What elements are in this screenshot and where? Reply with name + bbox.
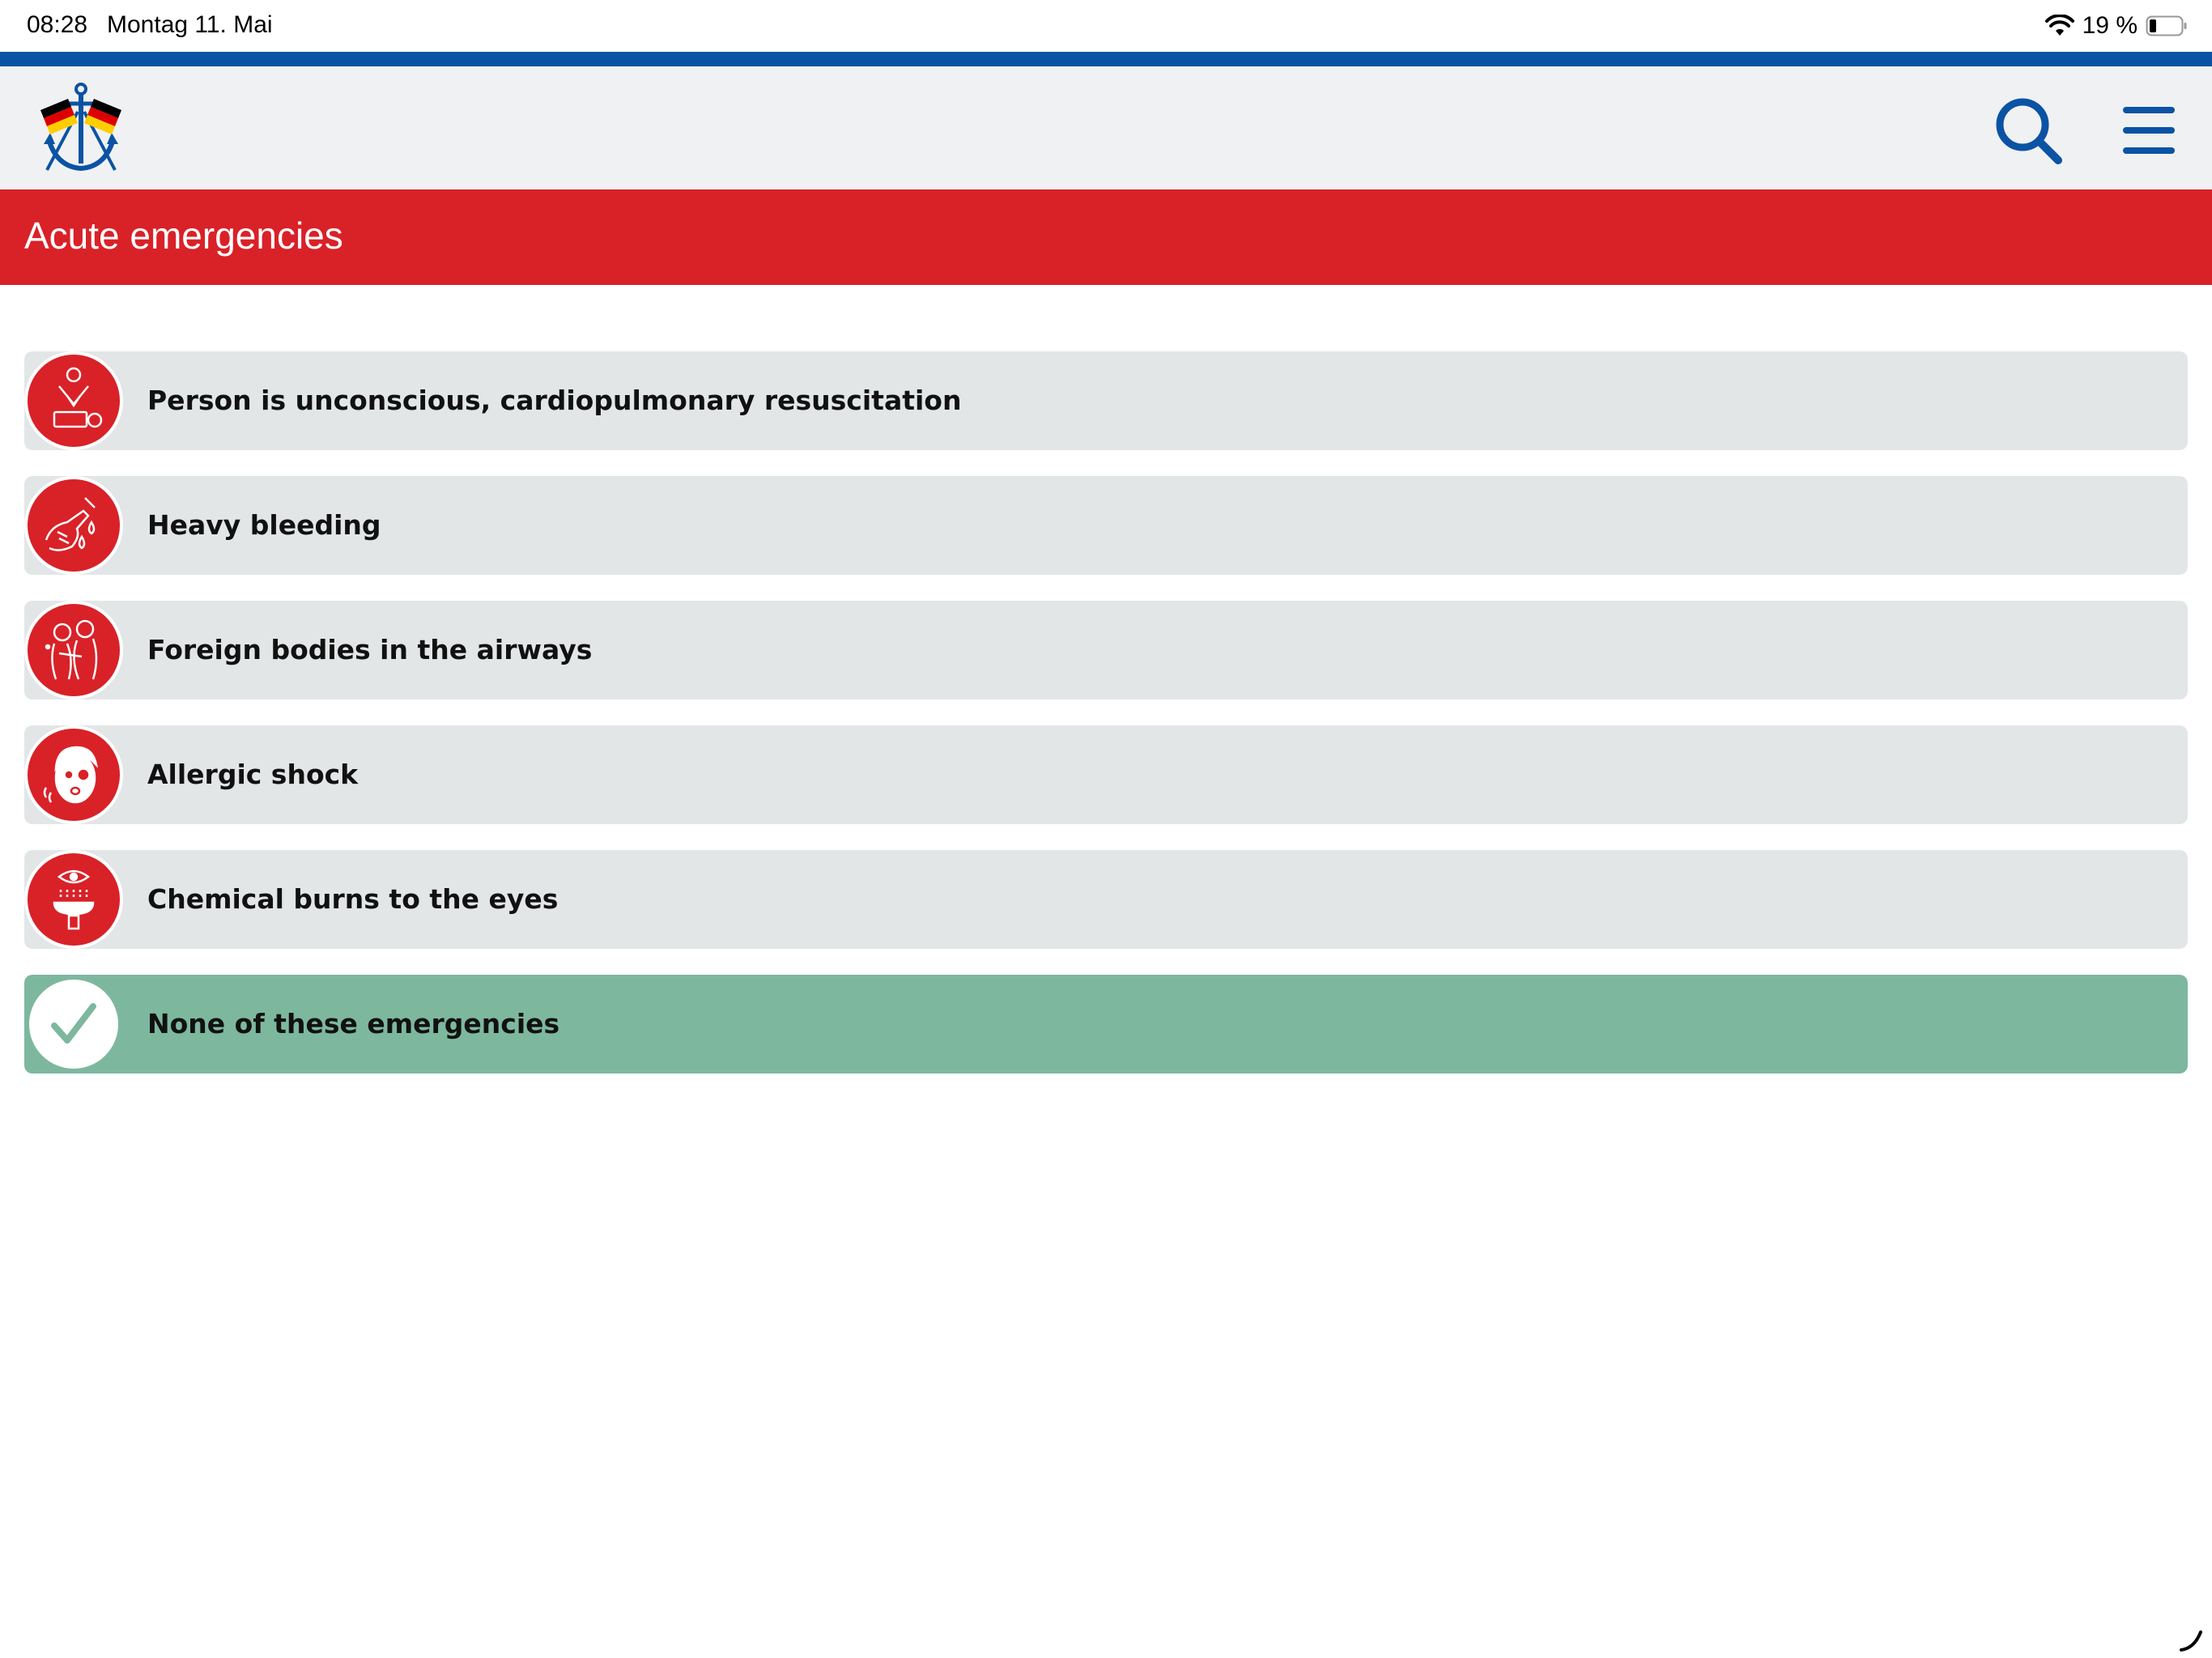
emergency-label: Chemical burns to the eyes (147, 883, 559, 915)
no-emergency-item[interactable] (24, 975, 2188, 1073)
allergic-face-icon (24, 725, 123, 824)
emergency-label: Person is unconscious, cardiopulmonary resuscitation (147, 385, 962, 416)
top-accent-line (0, 52, 2212, 66)
no-emergency-label: None of these emergencies (147, 1008, 560, 1039)
choking-icon (24, 601, 123, 699)
status-right (2045, 10, 2188, 42)
anchor-flags-logo[interactable] (32, 79, 130, 175)
emergency-label: Allergic shock (147, 759, 359, 790)
emergency-item-bleeding[interactable] (24, 476, 2188, 575)
search-icon[interactable] (1993, 96, 2063, 165)
battery-percent: 19 % (2082, 12, 2138, 39)
loading-spinner-icon (2178, 1626, 2206, 1653)
emergency-item-cpr[interactable] (24, 351, 2188, 450)
page-title-bar (0, 189, 2212, 285)
emergency-item-eye-burns[interactable] (24, 850, 2188, 949)
emergency-list (24, 351, 2188, 1099)
app-header (0, 66, 2212, 189)
hamburger-menu-icon[interactable] (2121, 104, 2176, 157)
status-time: 08:28 (27, 11, 88, 38)
emergency-label: Heavy bleeding (147, 509, 381, 541)
emergency-item-allergic-shock[interactable] (24, 725, 2188, 824)
page-title: Acute emergencies (24, 215, 343, 257)
bleeding-icon (24, 476, 123, 575)
status-bar (0, 0, 2212, 52)
cpr-icon (24, 351, 123, 450)
battery-icon (2146, 15, 2188, 36)
checkmark-icon (24, 975, 123, 1073)
wifi-icon (2045, 15, 2074, 37)
emergency-item-airways[interactable] (24, 601, 2188, 699)
eye-wash-icon (24, 850, 123, 949)
status-date: Montag 11. Mai (107, 11, 273, 38)
emergency-label: Foreign bodies in the airways (147, 634, 593, 665)
